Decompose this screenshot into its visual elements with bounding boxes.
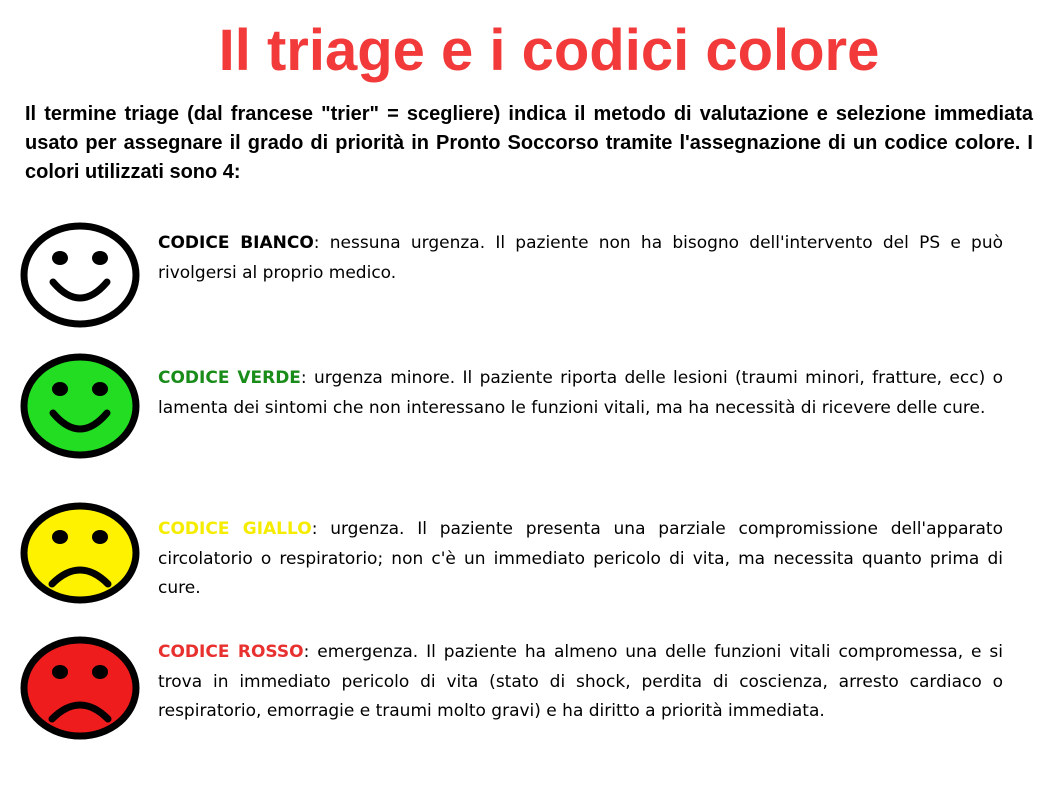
intro-paragraph: Il termine triage (dal francese "trier" = scegliere) indica il metodo di valutazione e selezione immediata usato per assegnare il grado di priorità in Pronto Soccorso tramite l'assegnazione di un codice colore. I colori utilizzati sono 4:: [25, 103, 1033, 183]
frowning-face-icon: [20, 500, 140, 606]
codice-verde-text: : urgenza minore. Il paziente riporta delle lesioni (traumi minori, fratture, ecc) o lamenta dei sintomi che non interessano le funzioni vitali, ma ha necessità di ricevere delle cure.: [158, 368, 1003, 418]
codice-rosso-description: [158, 638, 1003, 727]
codice-bianco-label: CODICE BIANCO: [158, 233, 314, 253]
codice-rosso-text: : emergenza. Il paziente ha almeno una delle funzioni vitali compromessa, e si trova in immediato pericolo di vita (stato di shock, perdita di coscienza, arresto cardiaco o respiratorio, emorragie e traumi molto gravi) e ha diritto a priorità immediata.: [158, 642, 1003, 721]
codice-bianco-text: : nessuna urgenza. Il paziente non ha bisogno dell'intervento del PS e può rivolgersi al proprio medico.: [158, 233, 1003, 283]
codice-giallo-description: [158, 515, 1003, 604]
codice-bianco-description: [158, 229, 1003, 288]
codice-rosso-label: CODICE ROSSO: [158, 642, 304, 662]
codice-verde-label: CODICE VERDE: [158, 368, 301, 388]
codice-verde-description: [158, 364, 1003, 423]
codice-giallo-label: CODICE GIALLO: [158, 519, 312, 539]
smiley-face-icon: [20, 222, 140, 328]
frowning-face-icon: [20, 635, 140, 741]
smiley-face-icon: [20, 353, 140, 459]
codice-giallo-text: : urgenza. Il paziente presenta una parziale compromissione dell'apparato circolatorio o respiratorio; non c'è un immediato pericolo di vita, ma necessita quanto prima di cure.: [158, 519, 1003, 598]
page-title: Il triage e i codici colore: [218, 18, 880, 83]
